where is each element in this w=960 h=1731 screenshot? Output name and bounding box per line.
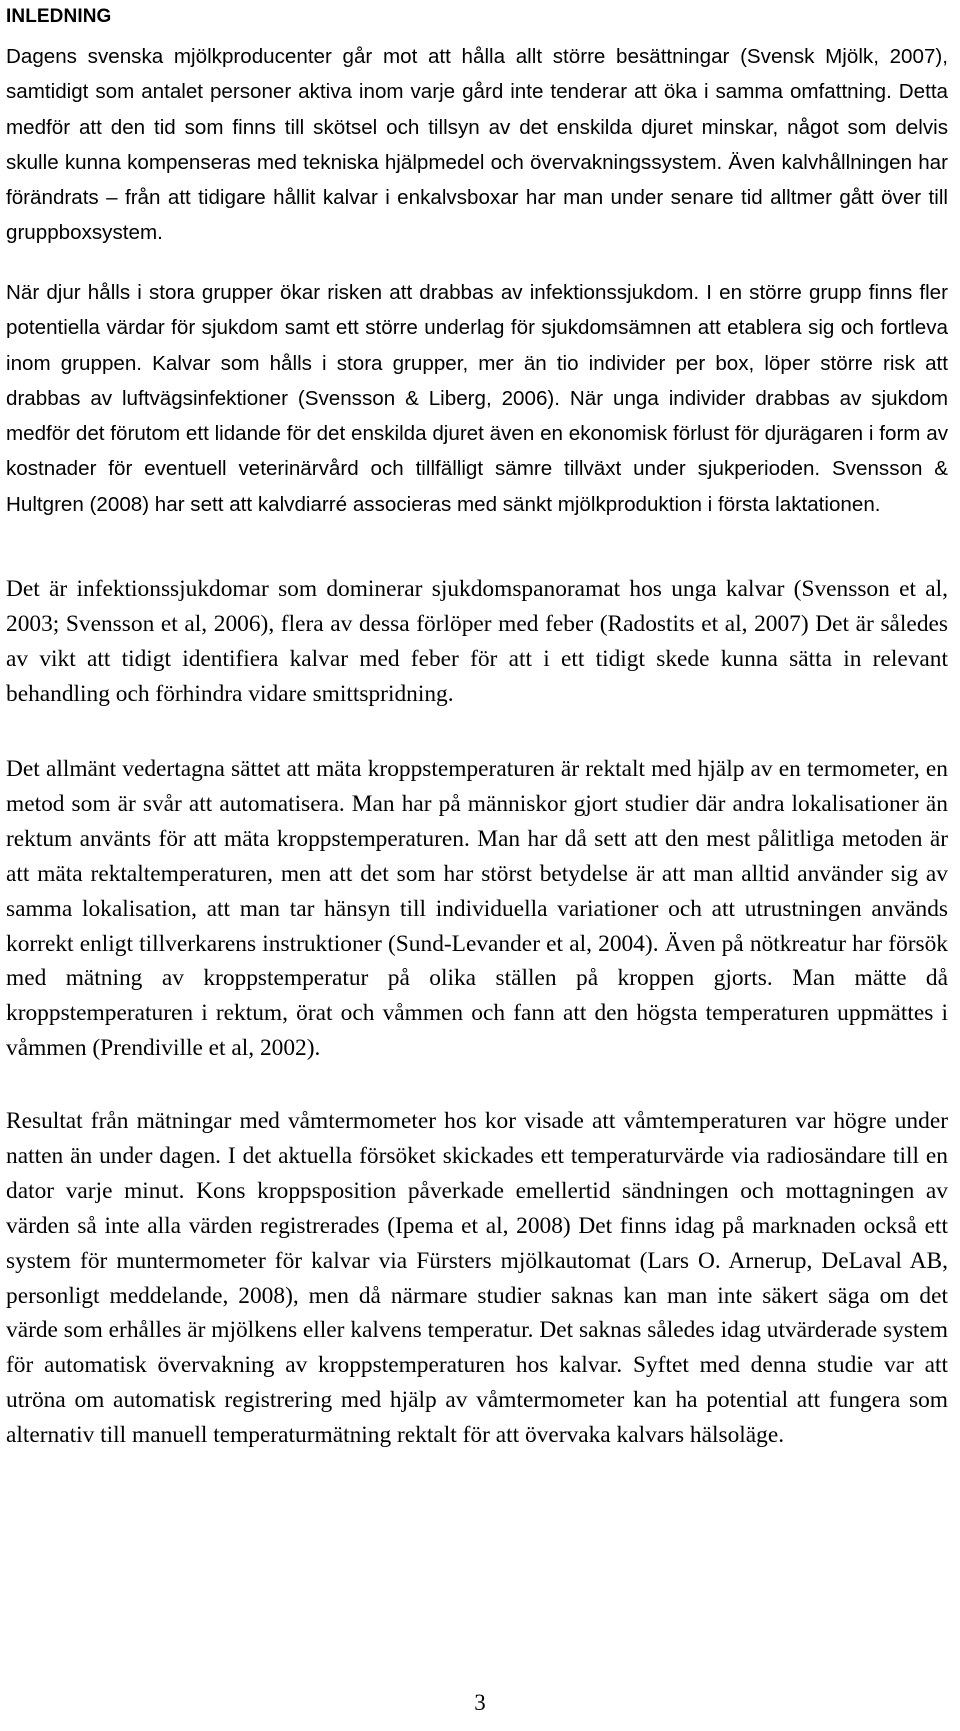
page-number: 3: [474, 1690, 486, 1715]
paragraph-4: Det allmänt vedertagna sättet att mäta kroppstemperaturen är rektalt med hjälp av en termometer, en metod som är svår att automatisera. Man har på människor gjort studier där andra lokalisationer än rektum använts för att mäta kroppstemperaturen. Man har då sett att den mest pålitliga metoden är att mäta rektaltemperaturen, men att det som har störst betydelse är att man alltid använder sig av samma lokalisation, att man tar hänsyn till individuella variationer och att utrustningen används korrekt enligt tillverkarens instruktioner (Sund-Levander et al, 2004). Även på nötkreatur har försök med mätning av kroppstemperatur på olika ställen på kroppen gjorts. Man mätte då kroppstemperaturen i rektum, örat och våmmen och fann att den högsta temperaturen uppmättes i våmmen (Prendiville et al, 2002).: [6, 756, 948, 1062]
paragraph-1: Dagens svenska mjölkproducenter går mot att hålla allt större besättningar (Svensk Mjölk, 2007), samtidigt som antalet personer aktiva inom varje gård inte tenderar att öka i samma omfattning. Detta medför att den tid som finns till skötsel och tillsyn av det enskilda djuret minskar, något som delvis skulle kunna kompenseras med tekniska hjälpmedel och övervakningssystem. Även kalvhållningen har förändrats – från att tidigare hållit kalvar i enkalvsboxar har man under senare tid alltmer gått över till gruppboxsystem.: [6, 45, 948, 245]
paragraph-3: Det är infektionssjukdomar som dominerar sjukdomspanoramat hos unga kalvar (Svensson et al, 2003; Svensson et al, 2006), flera av dessa förlöper med feber (Radostits et al, 2007) Det är således av vikt att tidigt identifiera kalvar med feber för att i ett tidigt skede kunna sätta in relevant behandling och förhindra vidare smittspridning.: [6, 576, 948, 707]
paragraph-5: Resultat från mätningar med våmtermometer hos kor visade att våmtemperaturen var högre under natten än under dagen. I det aktuella försöket skickades ett temperaturvärde via radiosändare till en dator varje minut. Kons kroppsposition påverkade emellertid sändningen och mottagningen av värden så inte alla värden registrerades (Ipema et al, 2008) Det finns idag på marknaden också ett system för muntermometer för kalvar via Fürsters mjölkautomat (Lars O. Arnerup, DeLaval AB, personligt meddelande, 2008), men då närmare studier saknas kan man inte säkert säga om det värde som erhålles är mjölkens eller kalvens temperatur. Det saknas således idag utvärderade system för automatisk övervakning av kroppstemperaturen hos kalvar. Syftet med denna studie var att utröna om automatisk registrering med hjälp av våmtermometer kan ha potential att fungera som alternativ till manuell temperaturmätning rektalt för att övervaka kalvars hälsoläge.: [6, 1108, 948, 1449]
paragraph-2: När djur hålls i stora grupper ökar risken att drabbas av infektionssjukdom. I en större grupp finns fler potentiella värdar för sjukdom samt ett större underlag för sjukdomsämnen att etablera sig och fortleva inom gruppen. Kalvar som hålls i stora grupper, mer än tio individer per box, löper större risk att drabbas av luftvägsinfektioner (Svensson & Liberg, 2006). När unga individer drabbas av sjukdom medför det förutom ett lidande för det enskilda djuret även en ekonomisk förlust för djurägaren i form av kostnader för eventuell veterinärvård och tillfälligt sämre tillväxt under sjukperioden. Svensson & Hultgren (2008) har sett att kalvdiarré associeras med sänkt mjölkproduktion i första laktationen.: [6, 281, 948, 516]
section-heading: INLEDNING: [6, 6, 112, 27]
document-page: [6, 0, 948, 1731]
